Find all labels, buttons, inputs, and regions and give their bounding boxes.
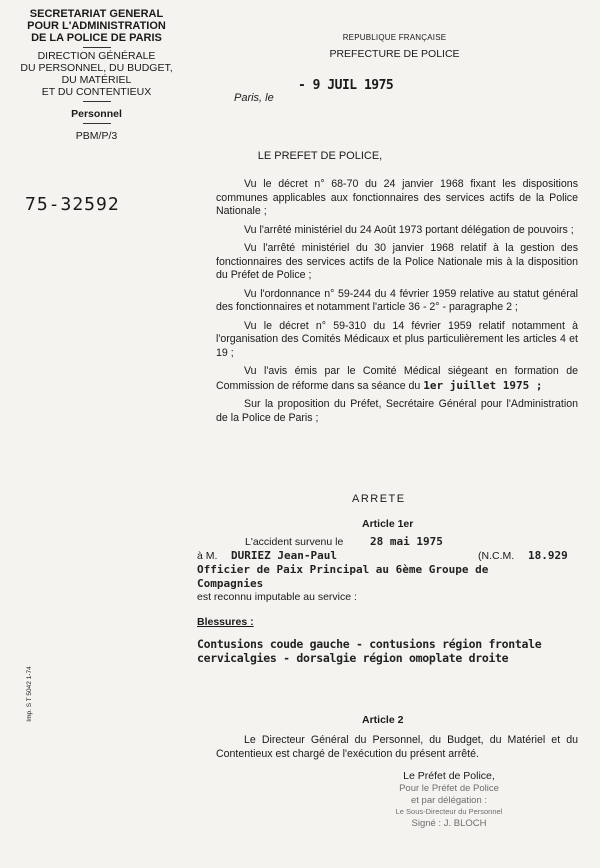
secretariat-line3: DE LA POLICE DE PARIS (31, 32, 162, 44)
accident-date: 28 mai 1975 (370, 535, 443, 548)
considerations-list (216, 178, 578, 430)
stamp-line1: Pour le Préfet de Police (399, 783, 499, 794)
prefecture-label: PREFECTURE DE POLICE (329, 48, 460, 60)
header-divider (83, 47, 111, 48)
secretariat-line2: POUR L'ADMINISTRATION (27, 20, 166, 32)
direction-line2: DU PERSONNEL, DU BUDGET, (20, 62, 173, 74)
service-name: Personnel (71, 108, 122, 120)
issuing-office-header (14, 8, 179, 142)
place-label: Paris, le (234, 92, 274, 104)
delegation-stamp (360, 783, 538, 829)
print-reference: Imp. S T 5042 1-74 (26, 666, 33, 722)
injuries-line1: Contusions coude gauche - contusions région frontale (197, 637, 542, 651)
stamp-line3: Le Sous-Directeur du Personnel (395, 807, 503, 816)
ncm-value: 18.929 (528, 549, 568, 562)
consideration-item: Vu l'ordonnance n° 59-244 du 4 février 1959 relative au statut général des fonctionnaires et notamment l'article 36 - 2° - paragraphe 2 ; (216, 287, 578, 313)
direction-line1: DIRECTION GÉNÉRALE (37, 50, 156, 62)
article2-heading: Article 2 (362, 714, 404, 726)
injuries-line2: cervicalgies - dorsalgie région omoplate droite (197, 651, 509, 665)
direction-line3: DU MATÉRIEL (61, 74, 132, 86)
date-stamp: - 9 JUIL 1975 (298, 78, 394, 93)
header-divider (83, 123, 111, 124)
arrete-heading: ARRETE (352, 493, 406, 505)
direction-line4: ET DU CONTENTIEUX (41, 86, 152, 98)
to-label: à M. (197, 550, 218, 562)
article2-text: Le Directeur Général du Personnel, du Budget, du Matériel et du Contentieux est chargé de l'exécution du présent arrêté. (216, 734, 578, 760)
prefecture-header (322, 33, 467, 60)
avis-paragraph (216, 365, 578, 393)
secretariat-line1: SECRETARIAT GENERAL (29, 8, 164, 20)
registration-number: 75-32592 (25, 194, 120, 215)
consideration-item: Vu le décret n° 68-70 du 24 janvier 1968 fixant les dispositions communes applicables aux fonctionnaires des services actifs de la Police Nationale ; (216, 178, 578, 217)
office-reference: PBM/P/3 (75, 130, 118, 142)
article1-heading: Article 1er (362, 518, 414, 530)
signature-title: Le Préfet de Police, (403, 770, 495, 782)
avis-date: 1er juillet 1975 ; (423, 378, 543, 392)
republic-label: REPUBLIQUE FRANÇAISE (342, 33, 447, 42)
consideration-item: Vu l'arrêté ministériel du 24 Août 1973 portant délégation de pouvoirs ; (244, 223, 574, 236)
accident-label: L'accident survenu le (245, 536, 344, 548)
imputable-text: est reconnu imputable au service : (197, 591, 357, 603)
ncm-label: (N.C.M. (478, 550, 515, 562)
injuries-label: Blessures : (197, 616, 254, 628)
article2-body (216, 734, 578, 766)
stamp-line4: Signé : J. BLOCH (411, 817, 487, 829)
officer-name: DURIEZ Jean-Paul (231, 549, 337, 562)
document-title: LE PREFET DE POLICE, (257, 150, 383, 162)
officer-rank-line1: Officier de Paix Principal au 6ème Groupe de (197, 563, 489, 576)
proposition-paragraph: Sur la proposition du Préfet, Secrétaire Général pour l'Administration de la Police de Paris ; (216, 398, 578, 424)
stamp-line2: et par délégation : (410, 794, 488, 806)
avis-text: Vu l'avis émis par le Comité Médical siégeant en formation de Commission de réforme dans sa séance du (216, 365, 578, 392)
consideration-item: Vu le décret n° 59-310 du 14 février 1959 relatif notamment à l'organisation des Comités Médicaux et plus particulièrement les articles 4 et 19 ; (216, 319, 578, 359)
consideration-item: Vu l'arrêté ministériel du 30 janvier 1968 relatif à la gestion des fonctionnaires des services actifs de la Police Nationale mis à la disposition du Préfet de Police ; (216, 242, 578, 281)
officer-rank-line2: Compagnies (197, 577, 264, 590)
header-divider (83, 101, 111, 102)
